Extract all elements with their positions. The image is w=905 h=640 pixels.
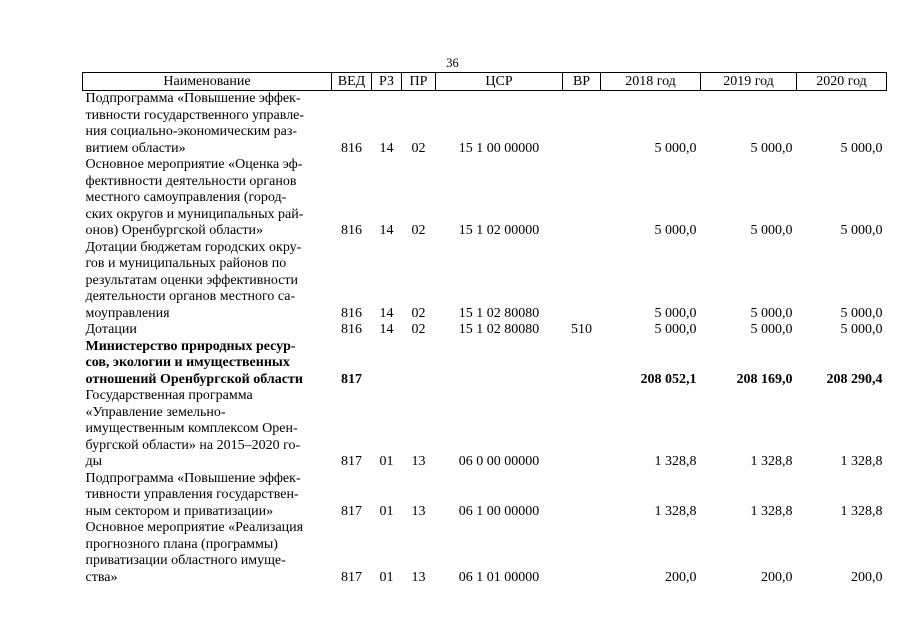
- rz-cell: 14: [379, 322, 394, 337]
- row-name-cell: [83, 91, 332, 158]
- rz-cell: 01: [379, 454, 394, 469]
- csr-cell: [436, 339, 563, 389]
- table-body: [83, 91, 887, 587]
- column-header-2018: 2018 год: [601, 73, 701, 91]
- pr-cell: [402, 339, 436, 389]
- ved-cell: 817: [341, 503, 362, 519]
- amount-2018-cell: 1 328,8: [654, 503, 697, 519]
- row-name-line: имущественным комплексом Орен-: [85, 421, 298, 436]
- vr-cell: [563, 157, 601, 240]
- row-name-cell: [83, 240, 332, 323]
- row-name-line: фективности деятельности органов: [85, 173, 297, 189]
- row-name-line: витием области»: [85, 140, 186, 156]
- ved-cell: 816: [341, 223, 362, 238]
- vr-cell: [563, 388, 601, 471]
- vr-cell: 510: [571, 322, 592, 337]
- row-name-cell: [83, 322, 332, 339]
- csr-cell: 06 1 00 00000: [458, 503, 540, 519]
- amount-2020-cell: 200,0: [851, 569, 883, 585]
- rz-cell: 01: [379, 569, 394, 585]
- table-row: [83, 339, 887, 389]
- row-name-line: тивности государственного управле-: [85, 107, 305, 123]
- ved-cell: 817: [341, 454, 362, 469]
- table-row: [83, 388, 887, 471]
- amount-2018-cell: 1 328,8: [654, 454, 697, 469]
- ved-cell: 817: [341, 371, 362, 387]
- table-row: [83, 322, 887, 339]
- column-header-pr: ПР: [402, 73, 436, 91]
- row-name-line: тивности управления государствен-: [85, 487, 299, 502]
- table-row: [83, 157, 887, 240]
- row-name-cell: [83, 471, 332, 521]
- row-name-line: Дотации: [85, 322, 137, 337]
- amount-2019-cell: 208 169,0: [736, 371, 793, 387]
- amount-2020-cell: 5 000,0: [840, 305, 883, 321]
- amount-2020-cell: 1 328,8: [840, 503, 883, 519]
- amount-2020-cell: 5 000,0: [840, 140, 883, 156]
- row-name-line: ских округов и муниципальных рай-: [85, 206, 304, 222]
- amount-2018-cell: 5 000,0: [654, 223, 697, 238]
- rz-cell: 14: [379, 305, 394, 321]
- row-name-line: «Управление земельно-: [85, 404, 226, 420]
- column-header-vr: ВР: [563, 73, 601, 91]
- column-header-csr: ЦСР: [436, 73, 563, 91]
- rz-cell: 01: [379, 503, 394, 519]
- amount-2018-cell: 5 000,0: [654, 140, 697, 156]
- rz-cell: 14: [379, 140, 394, 156]
- pr-cell: 13: [411, 503, 426, 519]
- amount-2018-cell: 5 000,0: [654, 305, 697, 321]
- row-name-cell: [83, 157, 332, 240]
- row-name-line: ния социально-экономическим раз-: [85, 124, 298, 139]
- amount-2020-cell: 5 000,0: [840, 322, 883, 337]
- row-name-line: прогнозного плана (программы): [85, 536, 278, 552]
- column-header-rz: РЗ: [372, 73, 402, 91]
- pr-cell: 13: [411, 569, 426, 585]
- vr-cell: [563, 520, 601, 586]
- header-row: [83, 73, 887, 91]
- row-name-line: ды: [85, 454, 103, 469]
- amount-2019-cell: 5 000,0: [750, 223, 793, 238]
- amount-2018-cell: 5 000,0: [654, 322, 697, 337]
- amount-2020-cell: 208 290,4: [826, 371, 883, 387]
- row-name-line: ства»: [85, 569, 118, 585]
- table-row: [83, 240, 887, 323]
- csr-cell: 15 1 02 80080: [458, 322, 540, 337]
- pr-cell: 02: [411, 305, 426, 321]
- table-row: [83, 471, 887, 521]
- csr-cell: 06 1 01 00000: [458, 569, 540, 585]
- column-header-name: Наименование: [83, 73, 332, 91]
- pr-cell: 13: [411, 454, 426, 469]
- ved-cell: 816: [341, 140, 362, 156]
- amount-2019-cell: 200,0: [761, 569, 793, 585]
- row-name-line: Подпрограмма «Повышение эффек-: [85, 470, 301, 486]
- column-header-2019: 2019 год: [701, 73, 797, 91]
- table-row: [83, 520, 887, 586]
- row-name-line: гов и муниципальных районов по: [85, 256, 287, 271]
- row-name-line: онов) Оренбургской области»: [85, 223, 264, 238]
- column-header-2020: 2020 год: [797, 73, 887, 91]
- ved-cell: 817: [341, 569, 362, 585]
- page-number: 36: [446, 56, 459, 70]
- amount-2020-cell: 5 000,0: [840, 223, 883, 238]
- row-name-cell: [83, 520, 332, 586]
- vr-cell: [563, 339, 601, 389]
- csr-cell: 15 1 00 00000: [458, 140, 540, 156]
- row-name-line: приватизации областного имуще-: [85, 553, 286, 568]
- rz-cell: [372, 339, 402, 389]
- amount-2019-cell: 5 000,0: [750, 305, 793, 321]
- csr-cell: 06 0 00 00000: [458, 454, 540, 469]
- ved-cell: 816: [341, 305, 362, 321]
- vr-cell: [563, 240, 601, 323]
- row-name-line: Государственная программа: [85, 388, 253, 403]
- amount-2018-cell: 208 052,1: [640, 371, 697, 387]
- amount-2018-cell: 200,0: [665, 569, 697, 585]
- row-name-line: деятельности органов местного са-: [85, 289, 296, 304]
- row-name-line: Министерство природных ресур-: [85, 338, 296, 354]
- vr-cell: [563, 471, 601, 521]
- table-row: [83, 91, 887, 158]
- csr-cell: 15 1 02 00000: [458, 223, 540, 238]
- amount-2019-cell: 5 000,0: [750, 140, 793, 156]
- amount-2019-cell: 1 328,8: [750, 503, 793, 519]
- pr-cell: 02: [411, 140, 426, 156]
- pr-cell: 02: [411, 223, 426, 238]
- row-name-line: сов, экологии и имущественных: [85, 355, 290, 370]
- row-name-line: отношений Оренбургской области: [85, 371, 303, 387]
- budget-table: [82, 72, 887, 586]
- row-name-cell: [83, 388, 332, 471]
- pr-cell: 02: [411, 322, 426, 337]
- row-name-line: Основное мероприятие «Оценка эф-: [85, 157, 303, 172]
- vr-cell: [563, 91, 601, 158]
- row-name-line: Дотации бюджетам городских окру-: [85, 239, 302, 255]
- rz-cell: 14: [379, 223, 394, 238]
- row-name-line: местного самоуправления (город-: [85, 190, 287, 205]
- amount-2019-cell: 1 328,8: [750, 454, 793, 469]
- row-name-line: результатам оценки эффективности: [85, 272, 299, 288]
- row-name-line: моуправления: [85, 305, 170, 321]
- csr-cell: 15 1 02 80080: [458, 305, 540, 321]
- amount-2020-cell: 1 328,8: [840, 454, 883, 469]
- row-name-cell: [83, 339, 332, 389]
- row-name-line: бургской области» на 2015–2020 го-: [85, 437, 301, 453]
- row-name-line: Подпрограмма «Повышение эффек-: [85, 91, 301, 106]
- ved-cell: 816: [341, 322, 362, 337]
- row-name-line: Основное мероприятие «Реализация: [85, 520, 304, 535]
- amount-2019-cell: 5 000,0: [750, 322, 793, 337]
- row-name-line: ным сектором и приватизации»: [85, 503, 274, 519]
- column-header-ved: ВЕД: [332, 73, 372, 91]
